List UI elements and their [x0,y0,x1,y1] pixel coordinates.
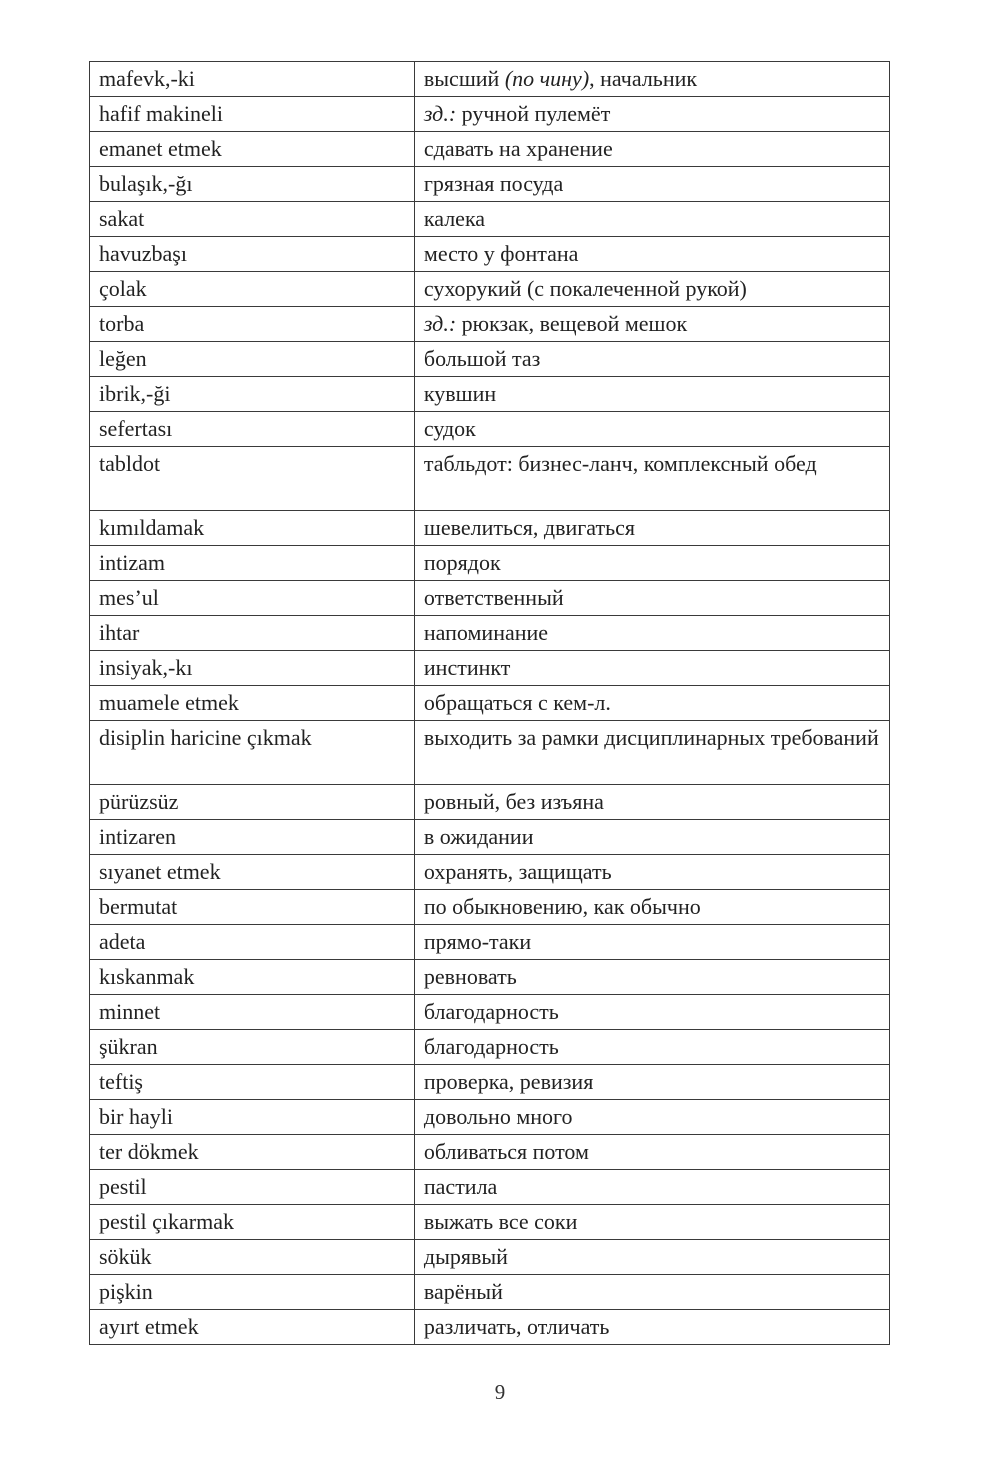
russian-translation-cell: довольно много [414,1100,889,1135]
russian-translation-cell: судок [414,412,889,447]
turkish-term-cell: sefertası [90,412,415,447]
russian-translation-cell: порядок [414,546,889,581]
turkish-term-cell: intizam [90,546,415,581]
russian-translation-cell: табльдот: бизнес-ланч, комплексный обед [414,447,889,511]
russian-translation-cell: в ожидании [414,820,889,855]
russian-translation-cell: обращаться с кем-л. [414,686,889,721]
table-row [90,1100,890,1135]
turkish-term-cell: şükran [90,1030,415,1065]
russian-translation-cell: варёный [414,1275,889,1310]
turkish-term-cell: sakat [90,202,415,237]
russian-translation-cell: сухорукий (с покалеченной рукой) [414,272,889,307]
russian-translation-cell: ревновать [414,960,889,995]
turkish-term-cell: havuzbaşı [90,237,415,272]
table-row [90,132,890,167]
turkish-term-cell: sıyanet etmek [90,855,415,890]
russian-translation-cell: различать, отличать [414,1310,889,1345]
russian-translation-cell: прямо-таки [414,925,889,960]
russian-translation-cell: место у фонтана [414,237,889,272]
page-number: 9 [494,1380,506,1404]
table-row [90,785,890,820]
table-row [90,1170,890,1205]
table-row [90,686,890,721]
table-row [90,1135,890,1170]
table-row [90,1310,890,1345]
russian-translation-cell: калека [414,202,889,237]
table-row [90,721,890,785]
turkish-term-cell: tabldot [90,447,415,511]
turkish-term-cell: bermutat [90,890,415,925]
table-row [90,995,890,1030]
russian-translation-cell: напоминание [414,616,889,651]
russian-translation-cell: обливаться потом [414,1135,889,1170]
turkish-term-cell: kıskanmak [90,960,415,995]
turkish-term-cell: muamele etmek [90,686,415,721]
russian-translation-cell: сдавать на хранение [414,132,889,167]
table-row [90,1065,890,1100]
table-row [90,820,890,855]
table-row [90,1240,890,1275]
table-row [90,581,890,616]
vocabulary-table [89,61,890,1345]
turkish-term-cell: mafevk,-ki [90,62,415,97]
russian-translation-cell: ровный, без изъяна [414,785,889,820]
translation-note-italic: зд.: [423,101,457,126]
turkish-term-cell: teftiş [90,1065,415,1100]
table-row [90,546,890,581]
russian-translation-cell: инстинкт [414,651,889,686]
turkish-term-cell: bir hayli [90,1100,415,1135]
russian-translation-cell: кувшин [414,377,889,412]
table-row [90,167,890,202]
turkish-term-cell: bulaşık,-ğı [90,167,415,202]
table-row [90,97,890,132]
table-row [90,377,890,412]
table-row [90,925,890,960]
table-row [90,1205,890,1240]
table-row [90,616,890,651]
table-row [90,890,890,925]
turkish-term-cell: minnet [90,995,415,1030]
russian-translation-cell: проверка, ревизия [414,1065,889,1100]
turkish-term-cell: mes’ul [90,581,415,616]
russian-translation-cell: ответственный [414,581,889,616]
turkish-term-cell: sökük [90,1240,415,1275]
turkish-term-cell: ter dökmek [90,1135,415,1170]
translation-note-italic: зд.: [423,311,457,336]
russian-translation-cell: благодарность [414,1030,889,1065]
table-row [90,447,890,511]
turkish-term-cell: ayırt etmek [90,1310,415,1345]
turkish-term-cell: pestil [90,1170,415,1205]
russian-translation-cell: дырявый [414,1240,889,1275]
russian-translation-cell [414,62,889,97]
turkish-term-cell: pürüzsüz [90,785,415,820]
russian-translation-cell: охранять, защищать [414,855,889,890]
vocabulary-table-body [90,62,890,1345]
russian-translation-cell: по обыкновению, как обычно [414,890,889,925]
table-row [90,960,890,995]
turkish-term-cell: emanet etmek [90,132,415,167]
russian-translation-cell: грязная посуда [414,167,889,202]
russian-translation-cell: большой таз [414,342,889,377]
translation-text: ручной пулемёт [456,101,611,126]
turkish-term-cell: çolak [90,272,415,307]
table-row [90,307,890,342]
russian-translation-cell: пастила [414,1170,889,1205]
table-row [90,62,890,97]
russian-translation-cell: выжать все соки [414,1205,889,1240]
turkish-term-cell: pestil çıkarmak [90,1205,415,1240]
table-row [90,1030,890,1065]
turkish-term-cell: insiyak,-kı [90,651,415,686]
translation-text: высший [423,66,505,91]
table-row [90,855,890,890]
table-row [90,1275,890,1310]
table-row [90,202,890,237]
table-row [90,237,890,272]
turkish-term-cell: torba [90,307,415,342]
table-row [90,511,890,546]
turkish-term-cell: intizaren [90,820,415,855]
table-row [90,272,890,307]
table-row [90,342,890,377]
russian-translation-cell [414,97,889,132]
translation-text: рюкзак, вещевой мешок [456,311,688,336]
turkish-term-cell: disiplin haricine çıkmak [90,721,415,785]
table-row [90,412,890,447]
russian-translation-cell [414,307,889,342]
turkish-term-cell: leğen [90,342,415,377]
turkish-term-cell: ibrik,-ği [90,377,415,412]
turkish-term-cell: ihtar [90,616,415,651]
turkish-term-cell: hafif makineli [90,97,415,132]
russian-translation-cell: шевелиться, двигаться [414,511,889,546]
russian-translation-cell: выходить за рамки дисциплинарных требований [414,721,889,785]
table-row [90,651,890,686]
turkish-term-cell: pişkin [90,1275,415,1310]
translation-text: , начальник [589,66,698,91]
turkish-term-cell: kımıldamak [90,511,415,546]
translation-note-italic: (по чину) [504,66,590,91]
turkish-term-cell: adeta [90,925,415,960]
russian-translation-cell: благодарность [414,995,889,1030]
